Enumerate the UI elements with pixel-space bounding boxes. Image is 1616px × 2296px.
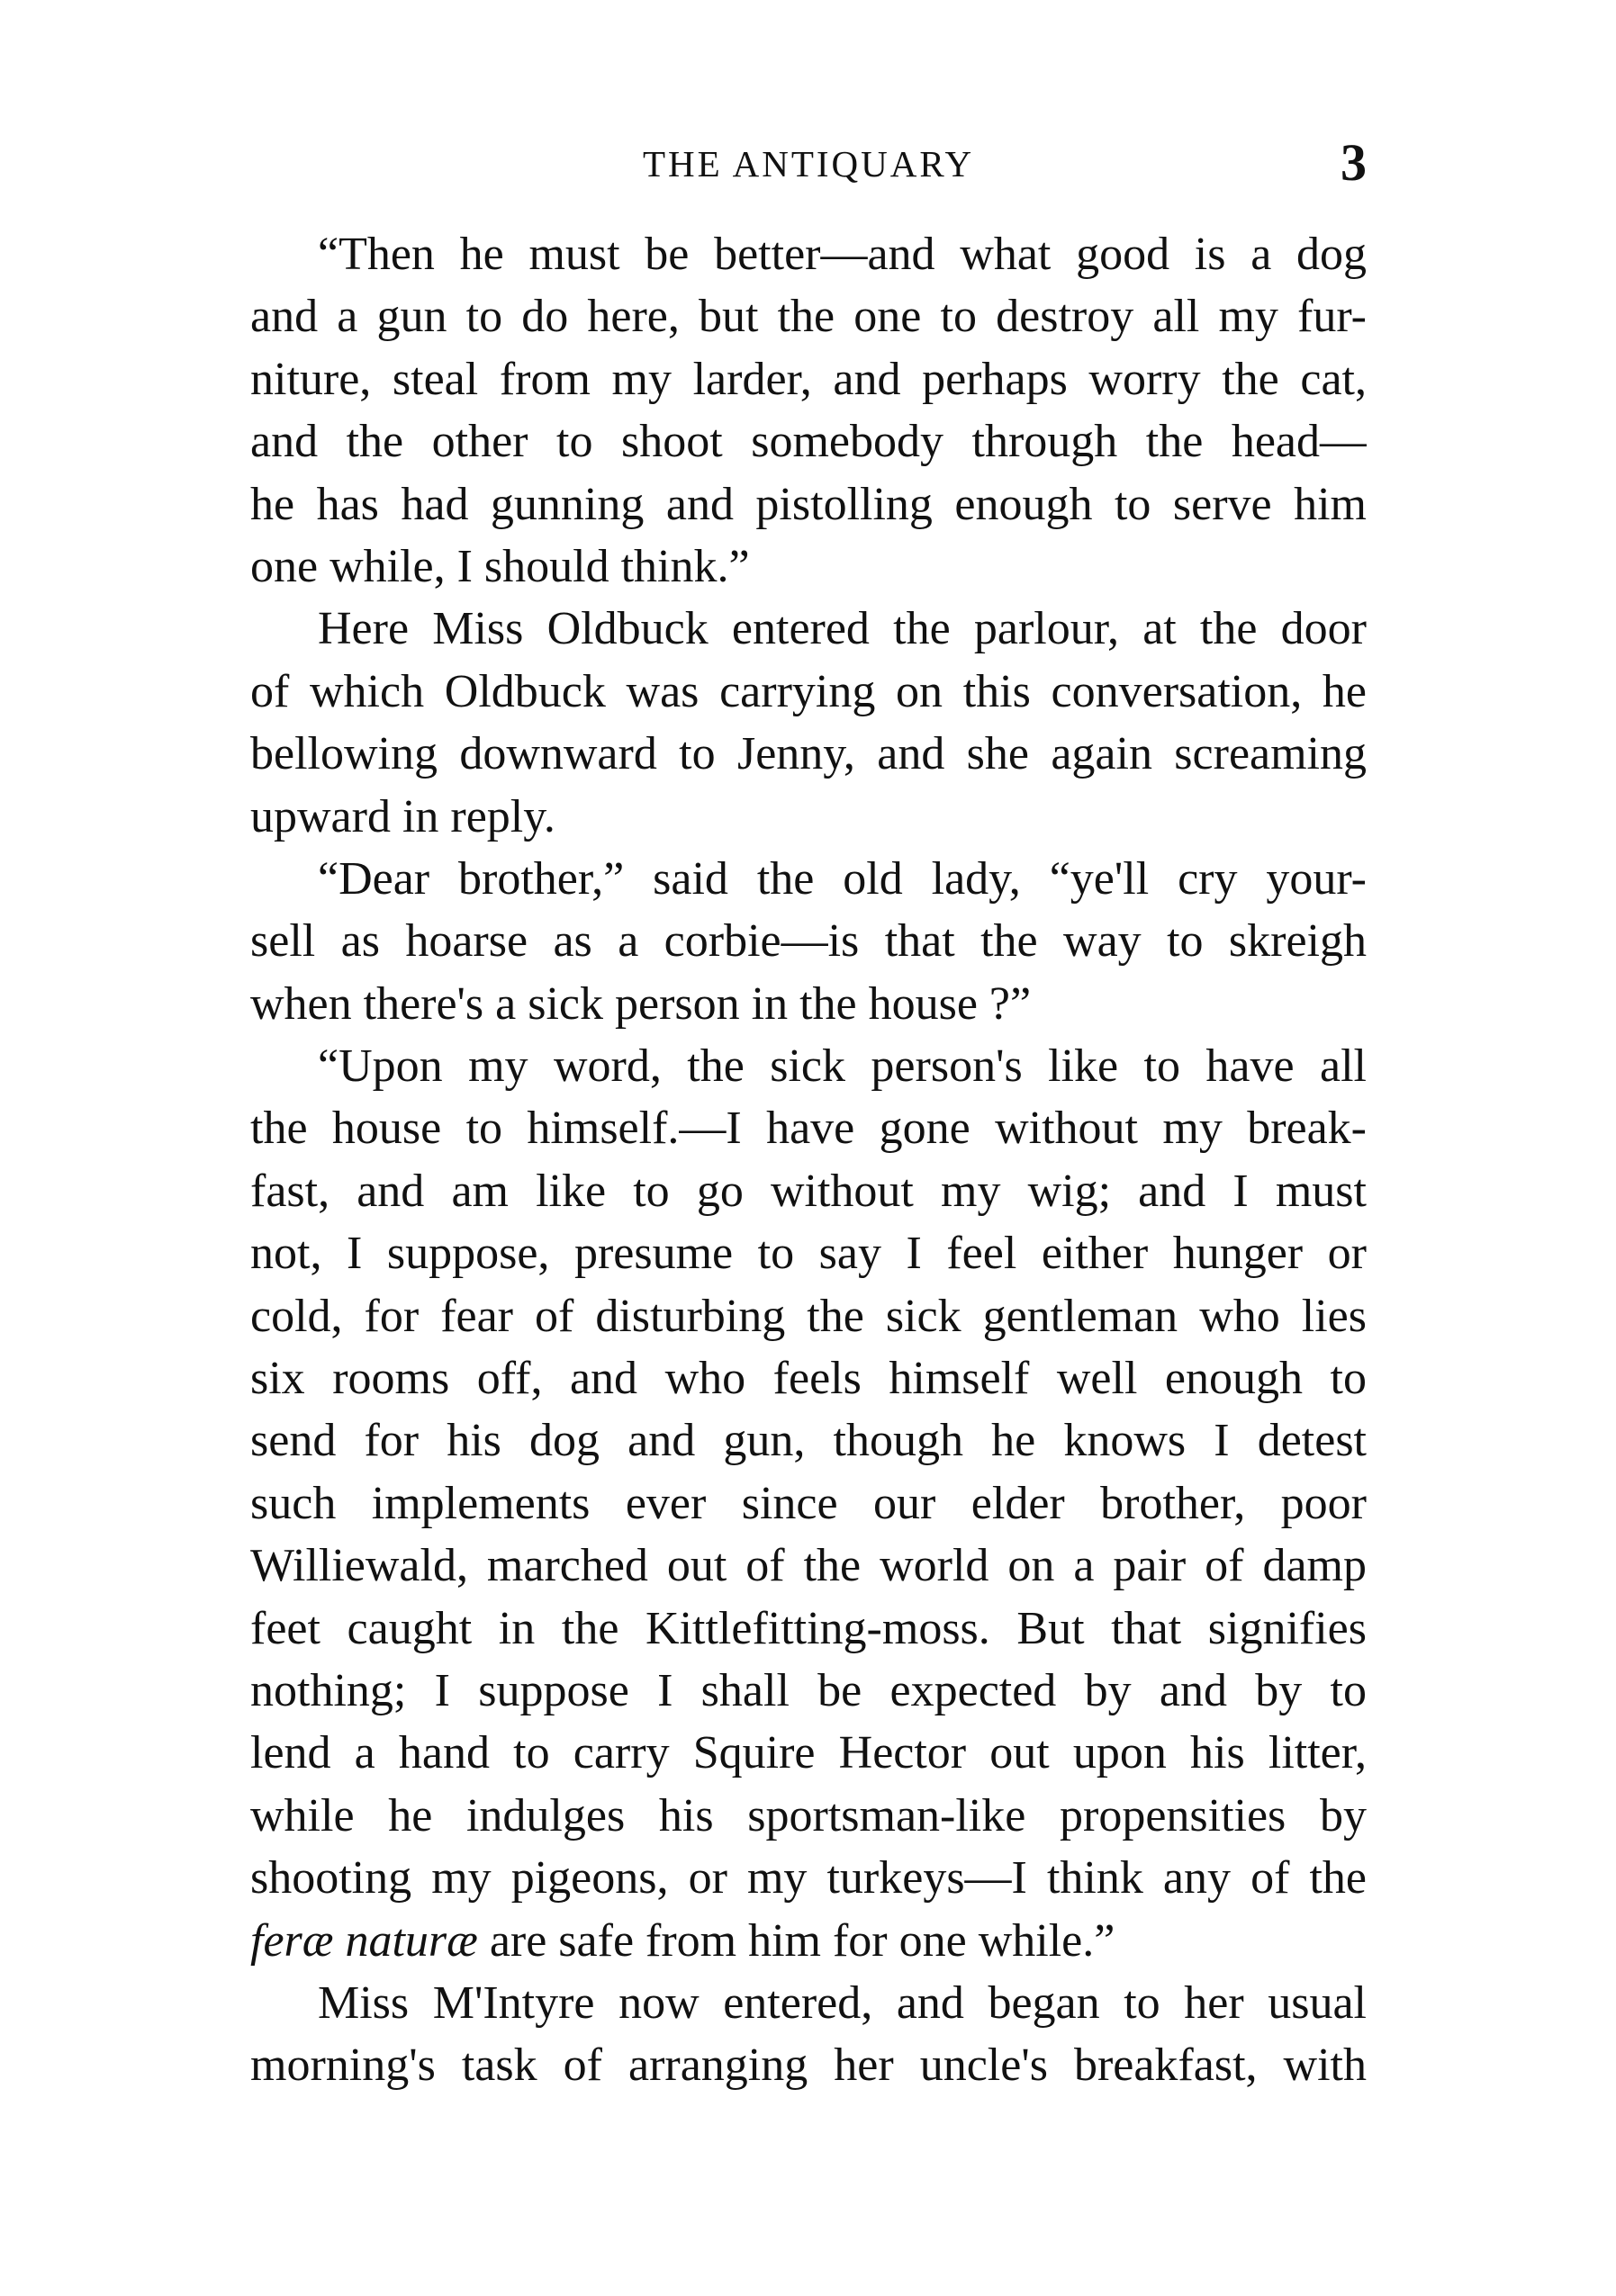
- text-line: “Then he must be better—and what good is a dog: [318, 229, 1367, 280]
- text-line: when there's a sick person in the house ?”: [250, 977, 1032, 1030]
- text-line: send for his dog and gun, though he knows I detest: [250, 1415, 1367, 1467]
- text-line: not, I suppose, presume to say I feel either hunger or: [250, 1228, 1367, 1280]
- body-text: [250, 223, 1367, 2097]
- text-line: Miss M'Intyre now entered, and began to her usual: [318, 1976, 1367, 2029]
- text-line: such implements ever since our elder brother, poor: [250, 1477, 1367, 1529]
- text-line: fast, and am like to go without my wig; and I must: [250, 1165, 1367, 1217]
- text-line: niture, steal from my larder, and perhaps worry the cat,: [250, 353, 1367, 405]
- text-line: he has had gunning and pistolling enough to serve him: [250, 478, 1367, 530]
- text-line-remainder: are safe from him for one while.”: [477, 1914, 1115, 1967]
- text-line-mixed: [250, 1910, 1367, 1972]
- text-line: feet caught in the Kittlefitting-moss. But that signifies: [250, 1602, 1367, 1654]
- text-line: the house to himself.—I have gone without my break-: [250, 1103, 1367, 1155]
- text-line: one while, I should think.”: [250, 540, 750, 592]
- text-line: and the other to shoot somebody through the head—: [250, 416, 1367, 468]
- text-line: bellowing downward to Jenny, and she again screaming: [250, 728, 1367, 780]
- text-line: of which Oldbuck was carrying on this conversation, he: [250, 665, 1367, 717]
- text-line: sell as hoarse as a corbie—is that the way to skreigh: [250, 915, 1367, 968]
- text-line: “Dear brother,” said the old lady, “ye'll cry your-: [318, 852, 1367, 905]
- text-line: six rooms off, and who feels himself well enough to: [250, 1353, 1367, 1405]
- text-line: “Upon my word, the sick person's like to have all: [318, 1040, 1367, 1093]
- page-number: 3: [1341, 133, 1367, 192]
- text-line: Williewald, marched out of the world on a pair of damp: [250, 1540, 1367, 1592]
- text-line: upward in reply.: [250, 790, 555, 842]
- text-line: shooting my pigeons, or my turkeys—I think any of the: [250, 1852, 1367, 1904]
- text-line: Here Miss Oldbuck entered the parlour, at the door: [318, 603, 1367, 655]
- text-line: nothing; I suppose I shall be expected by and by to: [250, 1664, 1367, 1716]
- running-title: THE ANTIQUARY: [642, 143, 975, 185]
- text-line: morning's task of arranging her uncle's breakfast, with: [250, 2039, 1367, 2092]
- text-line: while he indulges his sportsman-like propensities by: [250, 1789, 1367, 1841]
- text-line: cold, for fear of disturbing the sick gentleman who lies: [250, 1290, 1367, 1342]
- text-line: and a gun to do here, but the one to destroy all my fur-: [250, 291, 1367, 343]
- page-header: [250, 133, 1367, 192]
- latin-phrase: feræ naturæ: [250, 1914, 478, 1967]
- text-line: lend a hand to carry Squire Hector out upon his litter,: [250, 1727, 1367, 1779]
